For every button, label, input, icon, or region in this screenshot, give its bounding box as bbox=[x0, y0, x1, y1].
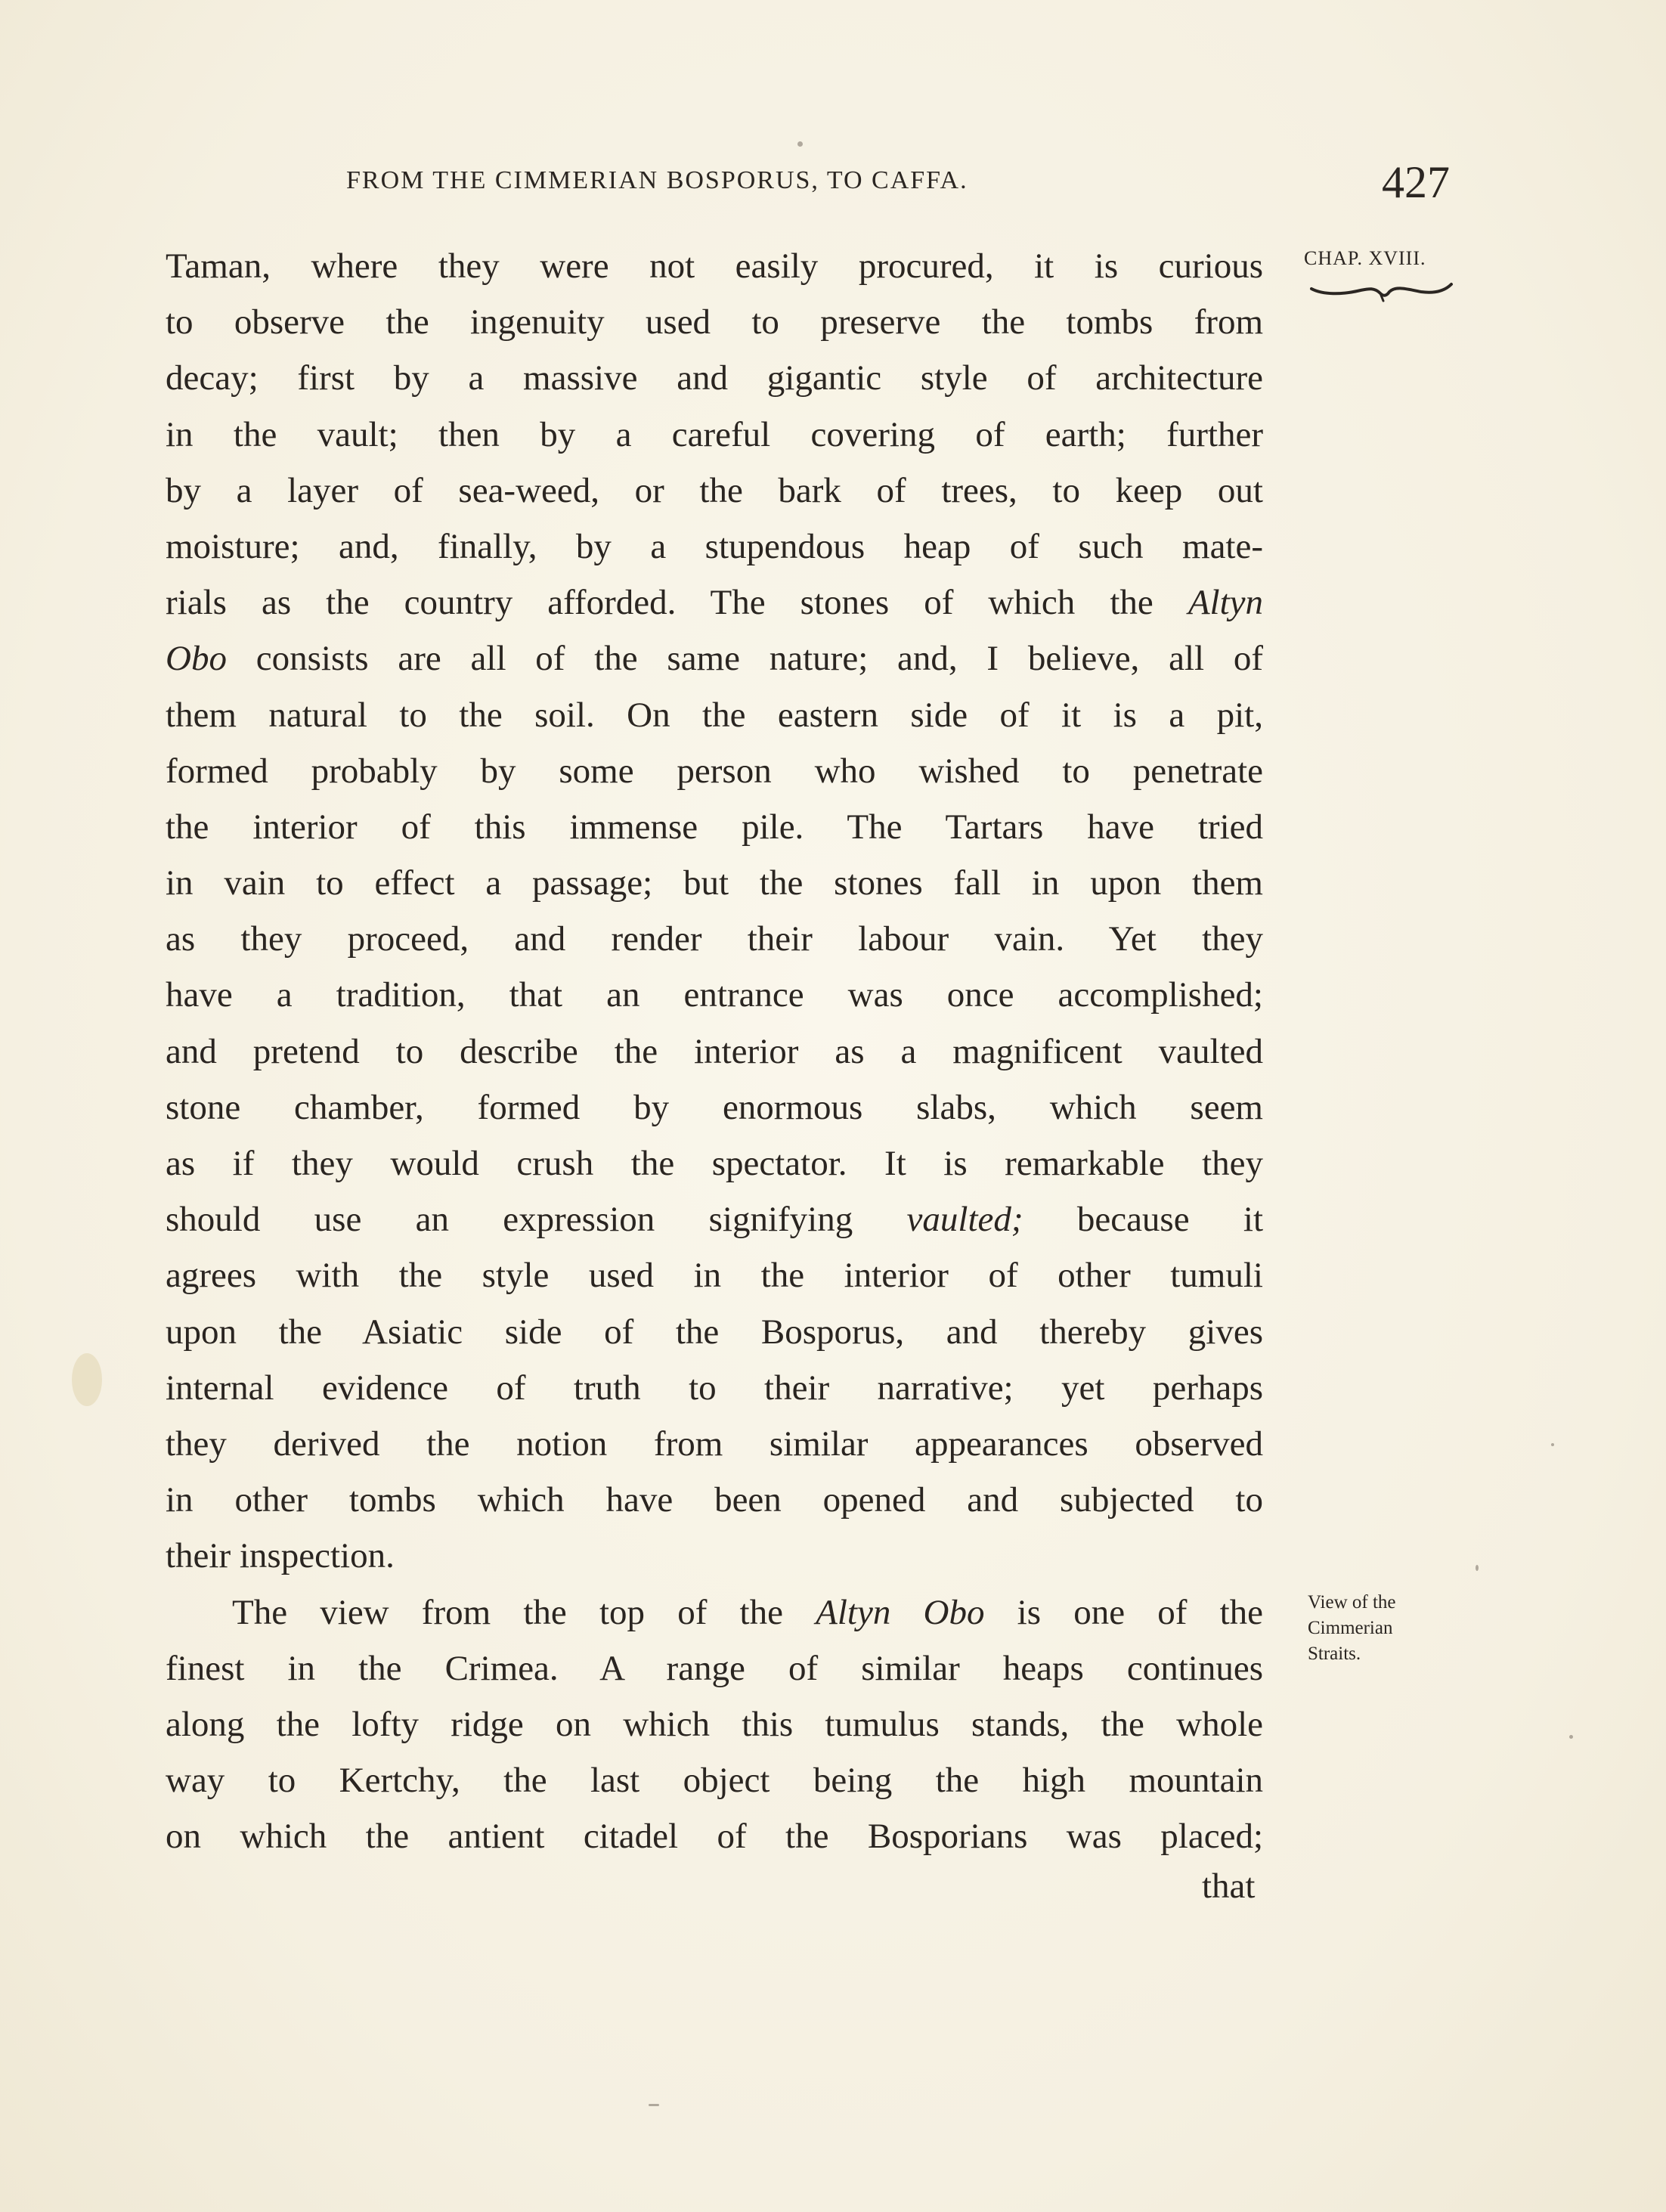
text-line: moisture; and, finally, by a stupendous heap of such mate- bbox=[166, 526, 1263, 566]
text-line: and pretend to describe the interior as a magnificent vaulted bbox=[166, 1031, 1263, 1071]
text-line: agrees with the style used in the interior of other tumuli bbox=[166, 1256, 1263, 1296]
paper-speck bbox=[797, 141, 803, 147]
italic-term: Obo bbox=[166, 639, 227, 679]
paper-speck bbox=[649, 2104, 659, 2106]
text-line: should use an expression signifying vaulted; because it bbox=[166, 1200, 1263, 1240]
text-line: by a layer of sea-weed, or the bark of trees, to keep out bbox=[166, 470, 1263, 510]
text-line: internal evidence of truth to their narrative; yet perhaps bbox=[166, 1368, 1263, 1408]
text-line: them natural to the soil. On the eastern side of it is a pit, bbox=[166, 695, 1263, 735]
text-line: in vain to effect a passage; but the stones fall in upon them bbox=[166, 863, 1263, 903]
text-line: in the vault; then by a careful covering of earth; further bbox=[166, 414, 1263, 454]
page-number: 427 bbox=[1382, 157, 1450, 207]
paper-speck bbox=[1551, 1443, 1554, 1446]
text-line: stone chamber, formed by enormous slabs, which seem bbox=[166, 1087, 1263, 1127]
paper-speck bbox=[1569, 1735, 1573, 1739]
text-line: they derived the notion from similar appearances observed bbox=[166, 1424, 1263, 1464]
marginal-note-line: Cimmerian bbox=[1308, 1618, 1393, 1638]
italic-term: Altyn bbox=[1188, 583, 1263, 623]
text-line: Obo consists are all of the same nature; and, I believe, all of bbox=[166, 639, 1263, 679]
text-line: as they proceed, and render their labour vain. Yet they bbox=[166, 919, 1263, 959]
text-line: as if they would crush the spectator. It is remarkable they bbox=[166, 1144, 1263, 1183]
text-line: to observe the ingenuity used to preserve the tombs from bbox=[166, 302, 1263, 342]
text-line: Taman, where they were not easily procured, it is curious bbox=[166, 246, 1263, 286]
body-text bbox=[166, 238, 1263, 1864]
marginal-note bbox=[1308, 1590, 1459, 1667]
paper-speck bbox=[1476, 1565, 1479, 1571]
text-line: have a tradition, that an entrance was once accomplished; bbox=[166, 975, 1263, 1015]
text-line: The view from the top of the Altyn Obo is one of the bbox=[232, 1592, 1263, 1632]
text-line: formed probably by some person who wished to penetrate bbox=[166, 751, 1263, 791]
text-line: along the lofty ridge on which this tumulus stands, the whole bbox=[166, 1704, 1263, 1744]
text-line: rials as the country afforded. The stones of which the Altyn bbox=[166, 583, 1263, 623]
text-line: finest in the Crimea. A range of similar heaps continues bbox=[166, 1648, 1263, 1688]
text-line: their inspection. bbox=[166, 1536, 395, 1576]
marginal-note-line: View of the bbox=[1308, 1592, 1396, 1613]
catchword: that bbox=[1202, 1867, 1256, 1906]
marginal-note-line: Straits. bbox=[1308, 1644, 1361, 1664]
running-title: FROM THE CIMMERIAN BOSPORUS, TO CAFFA. bbox=[346, 166, 968, 194]
text-line: the interior of this immense pile. The Tartars have tried bbox=[166, 807, 1263, 847]
text-line: way to Kertchy, the last object being the high mountain bbox=[166, 1761, 1263, 1801]
italic-term: Altyn Obo bbox=[816, 1592, 985, 1632]
text-line: decay; first by a massive and gigantic style of architecture bbox=[166, 358, 1263, 398]
flourish-ornament-icon bbox=[1308, 278, 1455, 308]
paper-stain bbox=[72, 1353, 102, 1406]
text-line: in other tombs which have been opened and subjected to bbox=[166, 1480, 1263, 1520]
text-line: on which the antient citadel of the Bosporians was placed; bbox=[166, 1817, 1263, 1857]
italic-term: vaulted; bbox=[906, 1200, 1023, 1240]
chapter-marginal-label: CHAP. XVIII. bbox=[1304, 247, 1426, 269]
text-line: upon the Asiatic side of the Bosporus, and thereby gives bbox=[166, 1312, 1263, 1352]
